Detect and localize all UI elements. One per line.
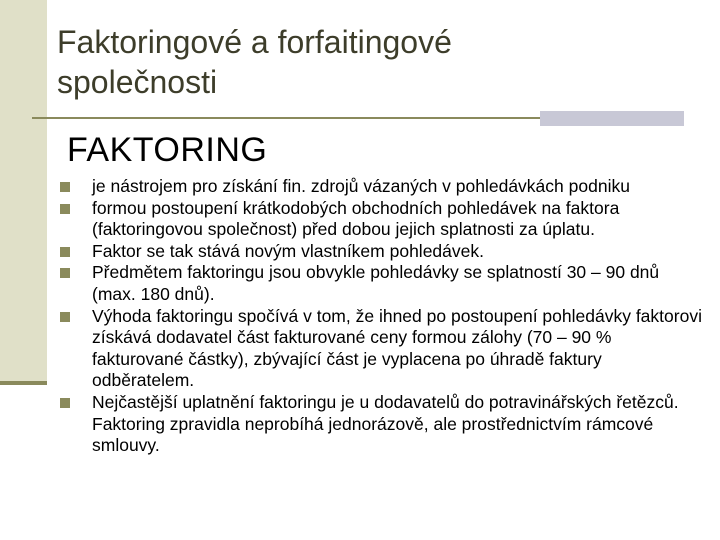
square-bullet-icon (60, 268, 70, 278)
list-item (58, 392, 703, 457)
square-bullet-icon (60, 312, 70, 322)
list-item-text: Faktor se tak stává novým vlastníkem pohledávek. (92, 240, 484, 261)
list-item-text: Výhoda faktoringu spočívá v tom, že ihned po postoupení pohledávky faktorovi získává dodavatel část fakturované ceny formou zálohy (70 – 90 % fakturované částky), zbývající část je vyplacena po úhradě faktury odběratelem. (92, 305, 702, 391)
list-item (58, 176, 703, 198)
title-decorative-box (540, 111, 684, 126)
bullet-list (58, 176, 703, 457)
square-bullet-icon (60, 398, 70, 408)
list-item (58, 306, 703, 392)
list-item-text: Nejčastější uplatnění faktoringu je u dodavatelů do potravinářských řetězců. Faktoring zpravidla neprobíhá jednorázově, ale prostřednictvím rámcové smlouvy. (92, 391, 679, 456)
slide-title (57, 22, 697, 102)
list-item-text: Předmětem faktoringu jsou obvykle pohledávky se splatností 30 – 90 dnů (max. 180 dnů). (92, 262, 660, 304)
list-item-text: formou postoupení krátkodobých obchodních pohledávek na faktora (faktoringovou společnost) před dobou jejich splatnosti za úplatu. (92, 197, 620, 240)
slide-title-line-2: společnosti (57, 64, 218, 100)
left-bar-underline (0, 381, 47, 385)
left-decorative-bar (0, 0, 47, 383)
list-item (58, 241, 703, 263)
list-item (58, 262, 703, 305)
square-bullet-icon (60, 247, 70, 257)
square-bullet-icon (60, 182, 70, 192)
list-item (58, 198, 703, 241)
square-bullet-icon (60, 204, 70, 214)
slide-subtitle: FAKTORING (67, 131, 268, 169)
list-item-text: je nástrojem pro získání fin. zdrojů vázaných v pohledávkách podniku (92, 176, 630, 196)
slide-title-line-1: Faktoringové a forfaitingové (57, 24, 452, 60)
